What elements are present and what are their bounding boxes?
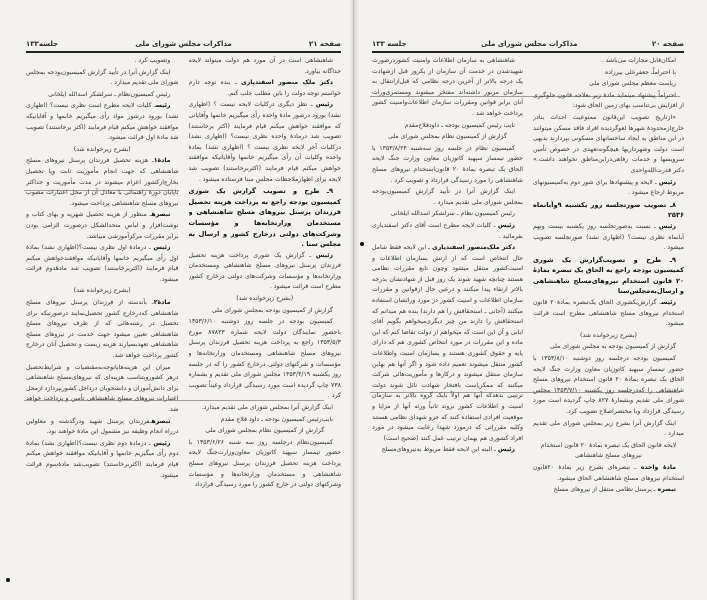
column-right — [533, 56, 684, 560]
centered-note — [189, 294, 342, 305]
speaker-name: مادهٔ واحده — [640, 463, 676, 471]
paragraph — [533, 298, 684, 330]
speaker-name: رئیس — [658, 178, 676, 186]
paragraph-text: اینک گزارش آنرا در تأیید گزارش کمیسیون‌بودجه بمجلس شورای ملی تقدیم میدارد . — [26, 68, 179, 87]
paragraph-text: ـ کلیات لایحه مطرح است نظری نیست؟ (اظهاری نشد) بورود درشور مواد رأی میگیریم خانمها و آقایانیکه موافقند خواهش میکنم قیام فرمایند (اکثر برخاستند) تصویب شد مادهٔ اول قرائت میشود. — [26, 102, 179, 142]
paragraph-text: ـ درمادهٔ اول نظری نیست؟(اظهاری نشد) بمادهٔ اول رأی میگیریم خانمها وآقایانیکه موافقندخواهش میکنم قیام فرمایند (اکثربرخاستند) تصویب شد مادهٔدوم قرائت میشود. — [26, 244, 179, 283]
paragraph-text: گزارش از کمیسیون بودجه بمجلس شورای ملی — [211, 306, 333, 314]
paragraph — [189, 415, 342, 426]
speaker-name: دکتر ملک‌منصور اسفندیاری — [432, 244, 515, 252]
paragraph-text: ـ لایحه و پیشنهادها برای شور دوم به‌کمیسیونهای مربوط ارجاع میشود . — [533, 178, 684, 197]
page-header — [26, 38, 341, 50]
speaker-name: رئیس — [155, 102, 171, 110]
paragraph — [189, 251, 342, 293]
text-columns — [372, 56, 684, 560]
speaker-name: مادهٔ۲ — [153, 299, 171, 307]
paragraph — [533, 222, 684, 254]
agenda-heading — [189, 186, 342, 250]
paragraph — [26, 56, 179, 67]
paragraph — [533, 68, 684, 79]
agenda-heading — [533, 255, 684, 297]
header-page-number: صفحه ۲۰ — [651, 40, 684, 48]
paragraph — [372, 221, 523, 242]
paragraph — [26, 156, 179, 209]
paragraph-text: ـ منظور از هزینه تحصیل شهریه و بهای کتاب و نوشت‌افزار و لباس متحدالشکل درصورت الزامی بودن برابر مقررات مرکزآموزشی میباشد. — [26, 211, 179, 240]
header-rule — [26, 51, 341, 53]
header-page-number: صفحه ۲۱ — [308, 40, 341, 48]
header-rule — [372, 51, 684, 53]
scan-speck — [6, 578, 10, 582]
header-session: جلسه ۱۳۳ — [372, 40, 407, 48]
paragraph — [26, 439, 179, 481]
speaker-name: رئیس — [315, 101, 333, 109]
paragraph-text: (بشرح زیرخوانده شد) — [73, 287, 131, 295]
paragraph — [26, 363, 179, 416]
speaker-name: تبصره — [657, 486, 676, 494]
column-left — [372, 56, 523, 560]
page-left — [0, 0, 353, 600]
paragraph — [189, 403, 342, 414]
paragraph — [26, 68, 179, 89]
paragraph — [372, 243, 523, 444]
paragraph-text: ـ نظر دیگری درکلیات لایحه نیست ؟ (اظهاری نشد) بورود درشور مادهٔ واحده رأی میگیریم خانمها وآقایانی که موافقند خواهش میکنم قیام فرمایند (اکثر برخاستند) تصویب شد درمادهٔ واحده نظری نیست؟ (اظهاری نشد) درکلیات آخر لایحه نظری نیست ؟ (اظهاری نشد) بمادهٔ واحده وکلیات آن رأی میگیریم خانمها وآقایانیکه موافقند خواهش میکنم قیام فرمایند (اکثربرخاستند) تصویب شد لایحه برای اظهارملاحظات مجلس سنا فرستاده میشود . — [188, 101, 341, 183]
paragraph-text: اینک گزارش آنرا در تأیید گزارش کمیسیون‌بودجه بمجلس شورای ملی تقدیم میدارد . — [372, 188, 523, 206]
scan-speck — [360, 242, 364, 246]
centered-note — [189, 426, 342, 437]
speaker-name: تبصره — [151, 417, 171, 425]
paragraph-text: گزارش از کمیسیون نظام بمجلس شورای ملی — [205, 427, 325, 435]
paragraph-text: لایحه قانون الحاق یک تبصره بمادهٔ ۲۰ قانون استخدام نیروهای مسلح شاهنشاهی — [540, 441, 677, 460]
paragraph-text: امکان‌قابل مجازات می‌باشد . — [601, 57, 676, 64]
paragraph-text: ـ بنده توجه دارم خواستم توجه دولت را باین مطلب جلب کنم. — [188, 79, 341, 97]
speaker-name: تبصره — [151, 211, 171, 219]
centered-note — [372, 132, 523, 143]
paragraph — [26, 90, 179, 101]
paragraph-text: احتراماً پیشنهاد مینماید مادهٔ زیر بعلاجه قانون جلوگیری از افزایش بی‌تناسب بهای زمین الحاق شود: — [533, 91, 684, 110]
paragraph-text: (بشرح زیرخوانده شد) — [236, 295, 294, 303]
page-header — [372, 38, 684, 50]
paragraph-text: ریاست معظم مجلس شورای ملی — [589, 80, 676, 88]
paragraph — [533, 56, 684, 67]
paragraph-text: ۸ـ تصویب صورتجلسه روز یکشنبه ۹وآبانماه ۲۵۳۶ — [533, 200, 684, 220]
paragraph — [372, 121, 523, 132]
paragraph — [372, 187, 523, 208]
paragraph — [189, 306, 342, 317]
scan-artifact-line — [370, 392, 680, 393]
paragraph-text: کمیسیون بودجه درجلسه روز دوشنبه ۱۳۵۳/۸/۱۰ با حضور تیمسار سپهبد کاتوزیان معاون وزارت جنگ لایحه الحاق یک تبصره بمادهٔ ۲۰ قانون استخدام نیروهای مسلح شاهنشاهی را که‌درجلسه روز یکشنبه ۱۳۵۳/۷/۱۰ مجلس شورای ملی تقدیم وبشمارهٔ ۸۲۷ چاپ گردیده است مورد رسیدگی قرارداد وبا مختصراصلاح تصویب کرد. — [533, 355, 684, 415]
paragraph-text: اینک گزارش آنرا بمجلس شورای ملی تقدیم میدارد. — [201, 404, 333, 411]
centered-note — [26, 286, 179, 297]
header-session: جلسه۱۳۳ — [26, 40, 59, 48]
agenda-heading — [533, 200, 684, 221]
paragraph-text: گزارش از کمیسیون نظام بمجلس شورای ملی — [388, 133, 507, 141]
text-columns — [26, 56, 341, 560]
paragraph-text: ۹ـ طرح و تصویب گزارش یک شوری کمیسیون بودجه راجع به پرداخت هزینه تحصیل فرزندان پرسنل نیروهای مسلح شاهنشاهی و مستخدمان وزارتخانه‌ها و مؤسسات وشرکت‌های دولتی درخارج کشور و ارسال به مجلس سنا . — [188, 187, 341, 249]
paragraph-text: شاهنشاهی به سازمان اطلاعات وامنیت کشوردرصورت شهیدشدن در خدمت آن سازمان از یکروز قبل ازشهادت یک درجه بالاتر از آخرین درجه نظامی که قبل‌ازانتقال به سازمان مزبور داشته‌اند مفتخر میشوند ومستمری‌وراث آنان برابر قوانین ومقررات سازمان اطلاعات‌وامنیت کشور پرداخت خواهد شد . — [372, 57, 523, 117]
paragraph-text: کمیسیون نظام در جلسه روز سه‌شنبه ۱۳۵۳/۸/۲۴ با حضور تیمسار سپهبد کاتوزیان معاون وزارت جنگ لایحه الحاق یک تبصره بمادهٔ ۲۰ قانون‌استخدام نیروهای مسلح شاهنشاهی را مورد رسیدگی قرارداد و تصویب کرد . — [372, 144, 523, 184]
paragraph-text: رئیس کمیسیون نظام ـ سرلشکر اسدالله ایلخانی — [390, 210, 515, 218]
paragraph-text: ـ نسبت به‌صورتجلسه روز یکشنبه بیست ونهم آبانماه نظری نیست؟ (اظهاری نشد) صورتجلسه تصویب میشود . — [533, 222, 684, 252]
paragraph — [189, 438, 342, 491]
paragraph-text: ـ این لایحه فقط شامل حال انتخاص است که از ارتش بسازمان اطلاعات و امنیت‌کشور منتقل میشود وچون تابع مقررات نظامی هستند چنانچه شهید شوند یک روز قبل از شهادتشان بدرجه بالاتر ارتقاء پیدا میکنند و درعین حال ازقوانین و مقررات سازمان اطلاعات و امنیت کشور در مورد وراثشان استفاده میکنند (آجانی ـ استحقاقش را هم دارند) بنده هم میدانم که استحقاقش را دارند من چیز دیگری‌میخواهم بگویم آقای ایانی و آن این است که میخواهم از دولت تقاضا کنم که این ماده و این مقررات در مورد انتخاص کشوری هم که دارای پایه و حقوق کشوری هستند و بسازمان امنیت واطلاعات کشور منتقل میشوند تعمیم داده شود و اگر آنها هم بهاین سازمان منتقل میشوند و درکارها و مأموریت‌هائی شرکت میکنند که ممکن‌است بافتخار شهادت نائل شوند دولت ترتیبی بدهدکه آنها هم اولاً بایک گروه بالاتر به سازمان امنیت و اطلاعات کشور بروند ثانیاً ورثه آنها از مزایا و موقعیت افرادی استفاده کنند که جزو شهدای نظامی هستند وکلیه مقرراتی که درمورد شهدا رعایت میشود در مورد افراد کشوری هم بهمان ترتیب عمل کنند (صحیح است) — [372, 244, 523, 442]
paragraph — [189, 100, 342, 185]
speaker-name: رئیس — [497, 221, 515, 229]
paragraph-text: (بشرح زیرخوانده شد) — [580, 331, 637, 339]
scan-artifact-line — [24, 190, 179, 191]
paragraph-text: «ازتاریخ تصویب این‌قانون ممنوعیت احداث بنادر خارج‌ازمحدودهٔ شهرها لغوگردیده افراد فاقد مسکن میتوانند در این مناطق به ایجاد ساختمانهای مسکونی بپردازند بدیهی است دولت وشهرداریها هیچگونه‌تعهدی در خصوص تأمین سرویسها و خدمات رفاهی‌دراین‌مناطق نخواهند داشت.» دکتر قدرت‌الله‌واحدی — [533, 113, 684, 174]
paragraph-text: با احتراماًـ جعفرعلی بیرزاده — [604, 68, 676, 76]
paragraph-text: نایب‌رئیس کمیسیون بودجه ـ داود فلاح مقدم — [220, 415, 333, 423]
paragraph — [26, 298, 179, 362]
paragraph — [533, 79, 684, 90]
speaker-name: رئیس — [497, 446, 515, 454]
speaker-name: دکتر ملک منصور اسفندیاری — [241, 79, 333, 87]
paragraph-text: ـ پرسنل نظامی منتقل از نیروهای مسلح — [553, 486, 658, 494]
speaker-name: رئیس — [153, 439, 171, 447]
paragraph-text: اینک گزارش آنرا بشرح زیر بمجلس شورای ملی تقدیم میدارد . — [533, 419, 684, 438]
paragraph — [533, 113, 684, 177]
paragraph-text: (بشرح زیرخوانده شد) — [73, 145, 131, 153]
paragraph — [26, 101, 179, 143]
speaker-name: رئیس — [153, 244, 171, 252]
paragraph — [533, 342, 684, 353]
paragraph-text: میزان این هزینه‌هاباتوجه‌به‌مقتضیات و شرایط‌تحصیل درهر کشوروبتناسب هزینه‌ای که نیروهای‌مسلح شاهنشاهی برای دانش‌آموزان و دانشجویان درداخل کشوربپردازد ازمحل اعتبارات نیروهای مسلح شاهنشاهی تأمین و پرداخت خواهد شد. — [26, 363, 179, 413]
paragraph — [533, 354, 684, 418]
paragraph — [372, 56, 523, 120]
paragraph — [189, 78, 342, 99]
speaker-name: رئیس — [658, 222, 676, 230]
paragraph-text: کمیسیون‌نظام درجلسه روز سه شنبه ۱۳۵۳/۶/۲۶ با حضور تیمسار سپهبد کاتوزیان معاون‌وزارت‌جنگ لایحه پرداخت هزینه تحصیل فرزندان پرسنل نیروهای مسلح شاهنشاهی و مستخدمان وزارتخانه‌ها و مؤسسات وشرکتهای دولتی در خارج کشور را مورد رسیدگی قرارداد — [188, 438, 341, 489]
paragraph-text: ـ هزینه تحصیل فرزندان پرسنل نیروهای مسلح شاهنشاهی که جهت انجام مأموریت ثابت ویا تحصیل بخارج‌ازکشور اعزام میشوند در مدت مأموریت و حداکثر تاپایان دورهٔ راهنمائی یا معادل آن از محل اعتبارات مصوب نیروهای مسلح شاهنشاهی پرداخت میشود. — [26, 157, 179, 207]
page-right — [353, 0, 706, 600]
paragraph-text: کمیسیون بودجه در جلسه روز دوشنبه ۱۳۵۳/۶/۱۰ باحضور نمایندگان دولت لایحه شماره ۸۷۸۲۳ مورخ ۱۳۵۳/۵/۳ راجع به پرداخت هزینه تحصیل فرزندان پرسنل نیروهای مسلح شاهنشاهی ومستخدمان وزارتخانه‌ها و مؤسسات و شرکتهای دولتی درخارج کشور را که در جلسه روز یکشنبه ۱۳۵۳/۴/۱۹ مجلس شورای ملی تقدیم و بشماره ۷۳۸ چاپ گردیده است مورد رسیدگی قرارداد وعیناً تصویب کرد . — [188, 318, 341, 400]
paragraph — [372, 445, 523, 456]
paragraph — [26, 243, 179, 285]
speaker-name: رئیس — [315, 251, 333, 259]
header-title: مذاکرات مجلس شورای ملی — [481, 40, 578, 48]
scan-artifact-line — [24, 400, 324, 401]
paragraph-text: وتصویب کرد . — [134, 57, 171, 64]
paragraph — [533, 91, 684, 112]
paragraph — [533, 463, 684, 484]
paragraph-text: شاهنشاهی است در آن مورد هم دولت میتواند لایحه جداگانه بیاورد. — [188, 57, 341, 75]
centered-note — [533, 441, 684, 462]
paragraph — [372, 144, 523, 186]
paragraph-text: ـ بآندسته از فرزندان پرسنل نیروهای مسلح شاهنشاهی که‌درخارج کشور تحصیل‌نمایند درصورتیکه برای تحصیل در رشته‌هائی که از طرف نیروهای مسلح شاهنشاهی تعیین میشود جهت خدمت در نیروهای مسلح شاهنشاهی تعهدبسپارند هزینه زیست و تحصیل آنان درخارج کشور پرداخت خواهد شد. — [26, 299, 179, 360]
column-right — [189, 56, 342, 560]
column-left — [26, 56, 179, 560]
paragraph-text: نایب رئیس کمیسیون بودجه ـ داودفلاح‌مقدم — [404, 121, 515, 129]
paragraph-text: ـ کلیات لایحه مطرح است آقای دکتر اسفندیاری بفرمائید . — [372, 221, 523, 240]
paragraph-text: ـفرزندان پرسنل شهید ودرگذشته و معلولین درراه انجام وظیفه نیز مشمول این مادهٔ خواهند بود. — [26, 417, 179, 436]
paragraph-text: ـ تبصره‌ای بشرح زیر بمادهٔ ۲۰قانون استخدام نیروهای مسلح شاهنشاهی الحاق میشود. — [533, 463, 684, 482]
centered-note — [533, 331, 684, 342]
scan-artifact-line — [370, 96, 680, 97]
paragraph — [26, 417, 179, 438]
paragraph — [189, 56, 342, 77]
paragraph-text: ۹ـ طرح و تصویب‌گزارش یک شوری کمیسیون بودجه راجع به الحاق یک تبصره بمادهٔ ۲۰ قانون استخدام نیروهای‌مسلح شاهنشاهی و ارسال‌به‌مجلس‌سنا — [533, 255, 684, 296]
paragraph — [26, 210, 179, 242]
centered-note — [26, 145, 179, 156]
speaker-name: رئیس — [661, 299, 676, 307]
paragraph-text: ـ البته این لایحه فقط مربوط به‌نیروهای‌مسلح — [381, 446, 498, 454]
header-title: مذاکرات مجلس شورای ملی — [135, 40, 232, 48]
paragraph-text: ـ گزارش یک شوری پرداخت هزینه تحصیل فرزندان پرسنل نیروهای مسلح شاهنشاهی ومستخدمان وزارتخانه‌ها و مؤسسات وشرکت‌های دولتی درخارج کشور مطرح است قرائت میشود . — [188, 251, 341, 291]
paragraph — [533, 419, 684, 440]
paragraph — [372, 209, 523, 220]
paragraph-text: رئیس کمیسیون‌نظام ـ سرلشکر اسدالله ایلخانی — [48, 90, 171, 98]
speaker-name: مادهٔ۱ — [153, 157, 171, 165]
paragraph-text: گزارش از کمیسیون بودجه به مجلس شورای ملی — [549, 343, 676, 351]
paragraph-text: ـ گزارش‌یکشوری الحاق یک‌تبصره بمادهٔ۲۰ قانون استخدام نیروهای مسلح شاهنشاهی مطرح است قرائت میشود. — [533, 299, 684, 328]
paragraph — [533, 178, 684, 199]
paragraph-text: ـ درمادهٔ دوم نظری نیست؟(اظهاری نشد) بمادهٔ دوم رأی میگیریم خانمها و آقایانیکه موافقند خواهش میکنم قیام فرمایند (اکثربرخاستند) تصویب‌شد مادهٔ‌سوم قرائت میشود. — [26, 439, 179, 479]
paragraph — [533, 485, 684, 496]
paragraph — [189, 317, 342, 402]
